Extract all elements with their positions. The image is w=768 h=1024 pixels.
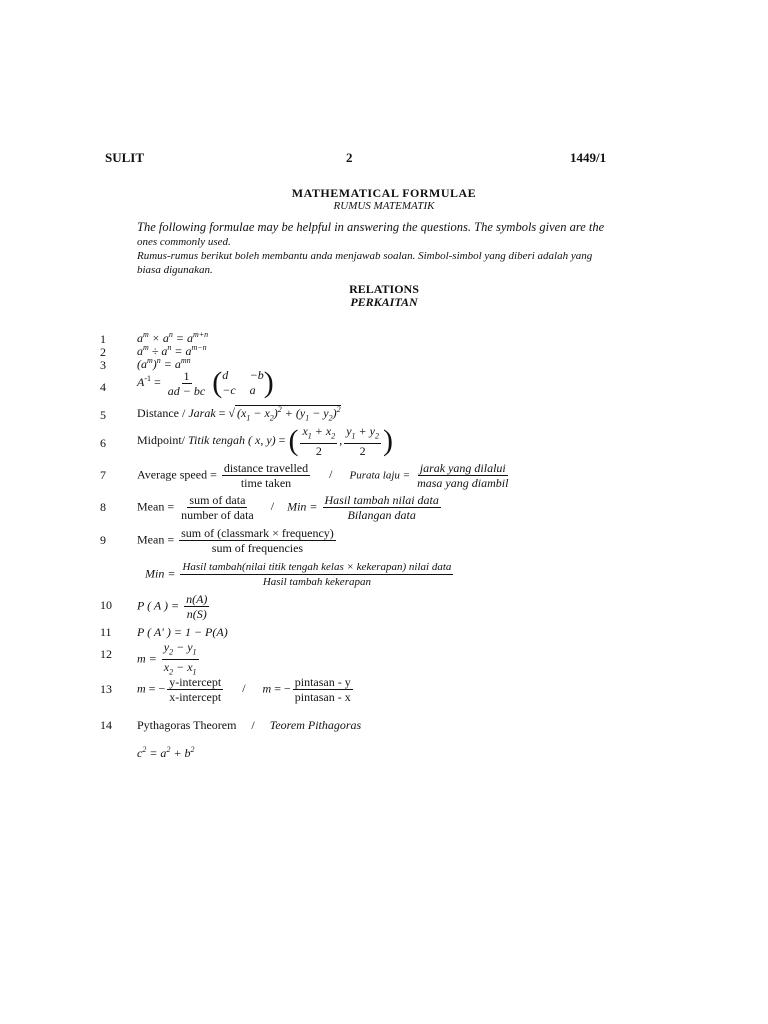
min-label: Min = — [287, 499, 318, 514]
midpoint-label: Midpoint/ — [137, 432, 189, 447]
avg-speed-label: Average speed = — [137, 467, 217, 482]
pythagoras-label-ms: Teorem Pithagoras — [269, 718, 362, 732]
formula-number: 2 — [100, 345, 106, 359]
separator: / — [329, 467, 333, 482]
formula-number: 13 — [100, 682, 112, 696]
intro-en-2: ones commonly used. — [137, 236, 231, 248]
formula-number: 12 — [100, 647, 112, 661]
formula-number: 8 — [100, 500, 106, 514]
section-subtitle: PERKAITAN — [350, 295, 418, 309]
paper-code: 1449/1 — [570, 150, 607, 165]
formula-number: 3 — [100, 358, 106, 372]
formula-number: 5 — [100, 408, 106, 422]
min-numerator: Hasil tambah nilai data — [324, 493, 439, 507]
mean-label: Mean = — [137, 499, 175, 514]
y-intercept-numerator: y-intercept — [169, 675, 222, 689]
formula-4: $A^{-1}$ = $\frac{1}{ad - bc}$ ( d −b −c a ) — [137, 366, 274, 399]
separator: / — [242, 681, 246, 696]
page-subtitle: RUMUS MATEMATIK — [333, 200, 435, 212]
formula-number: 6 — [100, 436, 106, 450]
formula-13: m = − $\frac{\text{y-intercept}}{\text{x-intercept}}$ / m = − $\frac{\text{pintasan - y}}{\text{pintasan - x}}$ — [137, 675, 351, 704]
intro-ms-2: biasa digunakan. — [137, 264, 213, 276]
formula-10: P ( A ) = $\frac{n(A)}{n(S)}$ — [137, 592, 208, 621]
purata-label: Purata laju = — [349, 469, 411, 482]
purata-denominator: masa yang diambil — [417, 476, 509, 490]
formula-9 — [137, 526, 338, 555]
page-number: 2 — [346, 150, 353, 165]
avg-speed-numerator: distance travelled — [223, 461, 309, 475]
formula-number: 9 — [100, 533, 106, 547]
separator: / — [251, 718, 255, 732]
page-title: MATHEMATICAL FORMULAE — [291, 186, 477, 200]
formula-2: $a^m \div a^n = a^{m-n}$ — [137, 343, 207, 358]
formula-14 — [137, 718, 361, 733]
formula-14-equation: $c^2 = a^2 + b^2$ — [137, 745, 195, 760]
separator: / — [270, 499, 275, 514]
pintasan-y-numerator: pintasan - y — [294, 675, 351, 689]
x-intercept-denominator: x-intercept — [169, 690, 222, 704]
pintasan-x-denominator: pintasan - x — [294, 690, 351, 704]
formula-3: $(a^m)^n = a^{mn}$ — [137, 356, 191, 371]
distance-label-ms: Jarak — [188, 406, 216, 420]
min2-denominator: Hasil tambah kekerapan — [262, 576, 371, 588]
min2-numerator: Hasil tambah(nilai titik tengah kelas × kekerapan) nilai data — [182, 561, 452, 573]
distance-label: Distance / — [137, 406, 189, 420]
formula-1: $a^m \times a^n = a^{m+n}$ — [137, 330, 209, 345]
avg-speed-denominator: time taken — [240, 476, 292, 490]
mean2-numerator: sum of (classmark × frequency) — [181, 526, 334, 540]
formula-5: Distance / Jarak = √ $(x_1 - x_2)^2 + (y_1 - y_2)^2$ — [137, 405, 341, 423]
formula-12: m = $\frac{y_2 - y_1}{x_2 - x_1}$ — [137, 640, 197, 677]
formula-number: 7 — [100, 468, 106, 482]
pythagoras-label: Pythagoras Theorem — [137, 718, 237, 732]
formula-8 — [137, 493, 443, 522]
formula-number: 10 — [100, 598, 112, 612]
mean2-denominator: sum of frequencies — [211, 541, 304, 555]
formula-6: Midpoint/ Titik tengah ( x, y) = ( $\frac{x_1 + x_2}{2}$ , $\frac{y_1 + y_2}{2}$ ) — [137, 424, 393, 459]
intro-ms-1: Rumus-rumus berikut boleh membantu anda menjawab soalan. Simbol-simbol yang diberi adalah yang — [137, 250, 593, 262]
mean-label: Mean = — [137, 532, 175, 547]
intro-en-1: The following formulae may be helpful in answering the questions. The symbols given are the — [137, 220, 605, 234]
formula-number: 1 — [100, 332, 106, 346]
formula-9-ms — [145, 560, 455, 589]
section-title: RELATIONS — [349, 282, 419, 296]
formula-number: 4 — [100, 380, 106, 394]
formula-number: 11 — [100, 625, 112, 639]
formula-11: P ( A′ ) = 1 − P(A) — [137, 625, 228, 639]
formula-7 — [137, 461, 512, 490]
min-label: Min = — [145, 566, 176, 581]
mean-denominator: number of data — [181, 508, 254, 522]
mean-numerator: sum of data — [189, 493, 246, 507]
formula-number: 14 — [100, 718, 112, 732]
min-denominator: Bilangan data — [347, 508, 416, 522]
purata-numerator: jarak yang dilalui — [419, 461, 506, 475]
header-sulit: SULIT — [105, 150, 145, 165]
midpoint-label-ms: Titik tengah — [188, 432, 246, 447]
